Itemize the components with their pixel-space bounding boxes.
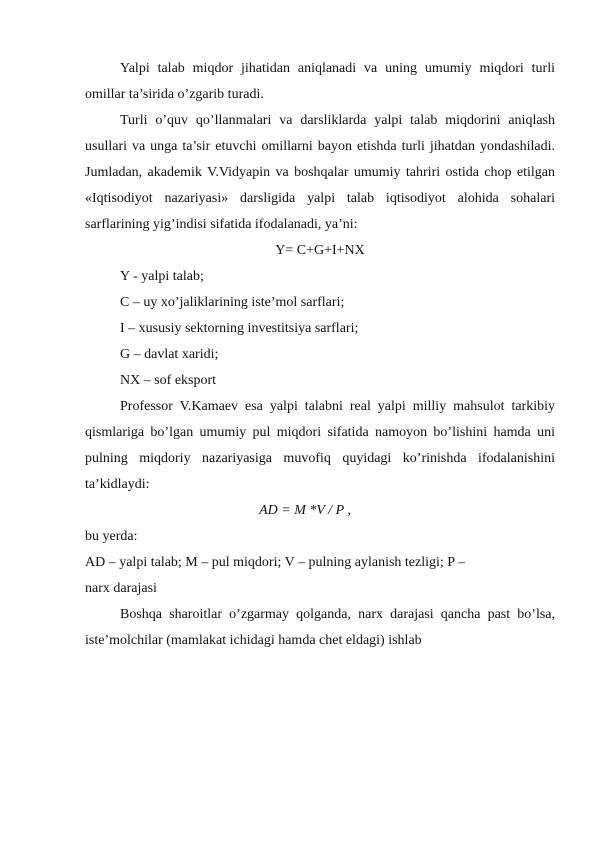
document-body bbox=[85, 56, 555, 654]
definitions-line-1: AD – yalpi talab; M – pul miqdori; V – pulning aylanish tezligi; P – bbox=[85, 555, 466, 570]
paragraph-2: Turli o’quv qo’llanmalari va darsliklarda yalpi talab miqdorini aniqlash usullari va unga ta’sir etuvchi omillarni bayon etishda turli jihatdan yondashiladi. Jumladan, akademik V.Vidyapin va boshqalar umumiy tahriri ostida chop etilgan «Iqtisodiyot nazariyasi» darsligida yalpi talab iqtisodiyot alohida sohalari sarflarining yig’indisi sifatida ifodalanadi, ya’ni: bbox=[85, 113, 555, 232]
definition-y: Y - yalpi talab; bbox=[120, 269, 204, 284]
definition-i: I – xususiy sektorning investitsiya sarflari; bbox=[120, 321, 359, 336]
paragraph-4: Boshqa sharoitlar o’zgarmay qolganda, narx darajasi qancha past bo’lsa, iste’molchilar (mamlakat ichidagi hamda chet eldagi) ishlab bbox=[85, 607, 555, 648]
definitions-line-2: narx darajasi bbox=[85, 581, 157, 596]
definition-g: G – davlat xaridi; bbox=[120, 347, 219, 362]
definition-c: C – uy xo’jaliklarining iste’mol sarflari; bbox=[120, 295, 345, 310]
formula-quantity-theory: AD = M *V / P , bbox=[259, 503, 351, 518]
formula-aggregate-demand: Y= C+G+I+NX bbox=[275, 243, 365, 258]
definition-nx: NX – sof eksport bbox=[120, 373, 217, 388]
where-label: bu yerda: bbox=[85, 529, 138, 544]
paragraph-1: Yalpi talab miqdor jihatidan aniqlanadi va uning umumiy miqdori turli omillar ta’sirida o’zgarib turadi. bbox=[85, 61, 555, 102]
paragraph-3: Professor V.Kamaev esa yalpi talabni real yalpi milliy mahsulot tarkibiy qismlariga bo’lgan umumiy pul miqdori sifatida namoyon bo’lishini hamda uni pulning miqdoriy nazariyasiga muvofiq quyidagi ko’rinishda ifodalanishini ta’kidlaydi: bbox=[85, 399, 555, 492]
